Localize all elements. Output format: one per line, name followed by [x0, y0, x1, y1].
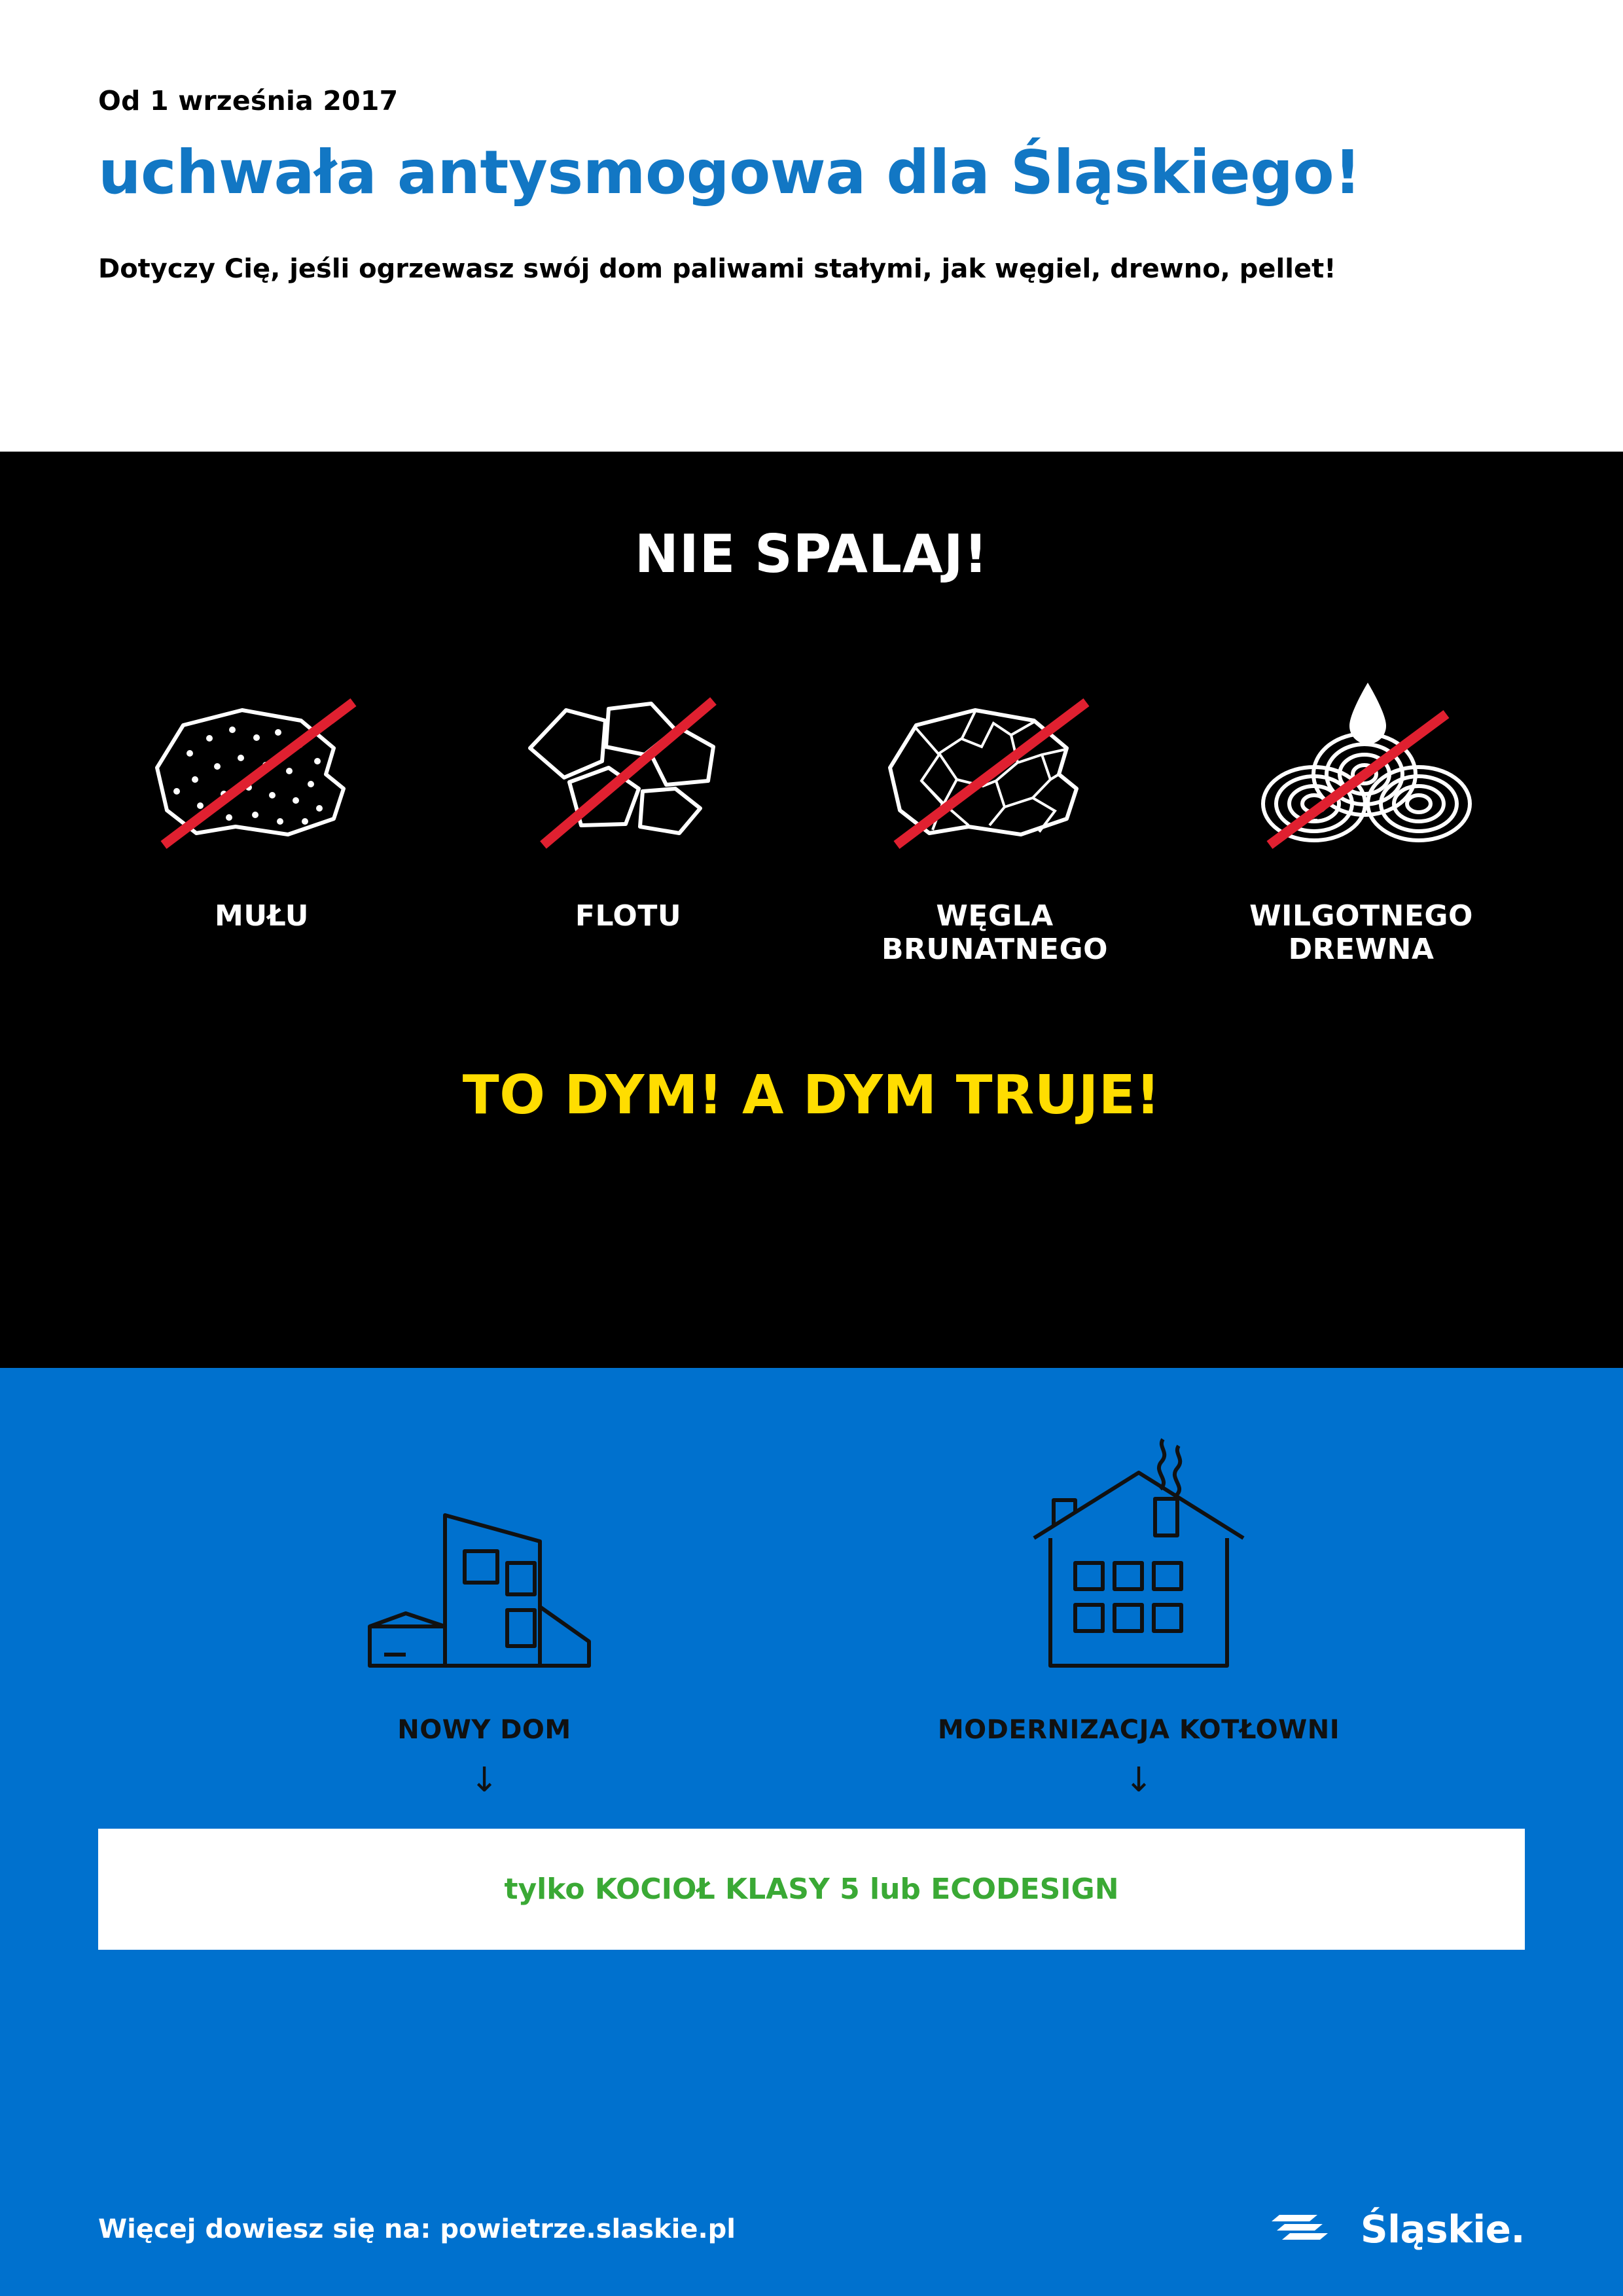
header-section: [0, 0, 1623, 452]
banned-fuel-item: [1178, 650, 1544, 966]
banned-fuel-label-line2: DREWNA: [1288, 932, 1435, 966]
banned-fuel-label-line1: WĘGLA: [936, 899, 1054, 933]
banned-fuel-item: [812, 650, 1178, 966]
requirement-cases: [0, 1368, 1623, 1800]
wet-wood-icon: [1178, 650, 1544, 886]
requirement-case-label: MODERNIZACJA KOTŁOWNI: [937, 1715, 1340, 1745]
banned-fuel-item: [79, 650, 445, 933]
smoke-slogan: TO DYM! A DYM TRUJE!: [462, 1064, 1161, 1127]
banned-fuel-label-line1: WILGOTNEGO: [1249, 899, 1473, 933]
requirement-case: [812, 1407, 1466, 1800]
requirement-case: [157, 1407, 812, 1800]
banned-fuel-item: [445, 650, 812, 933]
banned-fuel-label-line2: BRUNATNEGO: [881, 932, 1109, 966]
page-title: uchwała antysmogowa dla Śląskiego!: [98, 137, 1361, 207]
ban-section-title: NIE SPALAJ!: [634, 524, 989, 584]
banned-fuels-list: [0, 650, 1623, 966]
requirement-result-bar: [98, 1829, 1525, 1950]
new-house-icon: [157, 1407, 812, 1689]
banned-fuel-label: FLOTU: [575, 899, 682, 933]
banned-fuel-label: [1178, 900, 1544, 966]
header-subline: Dotyczy Cię, jeśli ogrzewasz swój dom paliwami stałymi, jak węgiel, drewno, pellet!: [98, 253, 1336, 284]
more-info-text[interactable]: Więcej dowiesz się na: powietrze.slaskie.pl: [98, 2214, 736, 2244]
coal-sludge-icon: [79, 650, 445, 886]
ban-section: [0, 452, 1623, 1368]
banned-fuel-label: [812, 900, 1178, 966]
footer: [0, 2202, 1623, 2257]
requirement-case-label: NOWY DOM: [397, 1715, 571, 1745]
banned-fuel-label: MUŁU: [215, 899, 309, 933]
logo-name: Śląskie.: [1360, 2207, 1525, 2251]
lignite-coal-icon: [812, 650, 1178, 886]
requirements-section: [0, 1368, 1623, 2296]
slaskie-waves-logo-icon: [1272, 2202, 1344, 2257]
down-arrow-icon: ↓: [1124, 1761, 1153, 1800]
requirement-result-text: tylko KOCIOŁ KLASY 5 lub ECODESIGN: [504, 1873, 1119, 1906]
boiler-house-icon: [812, 1407, 1466, 1689]
header-kicker: Od 1 września 2017: [98, 85, 399, 117]
down-arrow-icon: ↓: [470, 1761, 499, 1800]
slaskie-logo: [1272, 2202, 1525, 2257]
coal-flotation-icon: [445, 650, 812, 886]
